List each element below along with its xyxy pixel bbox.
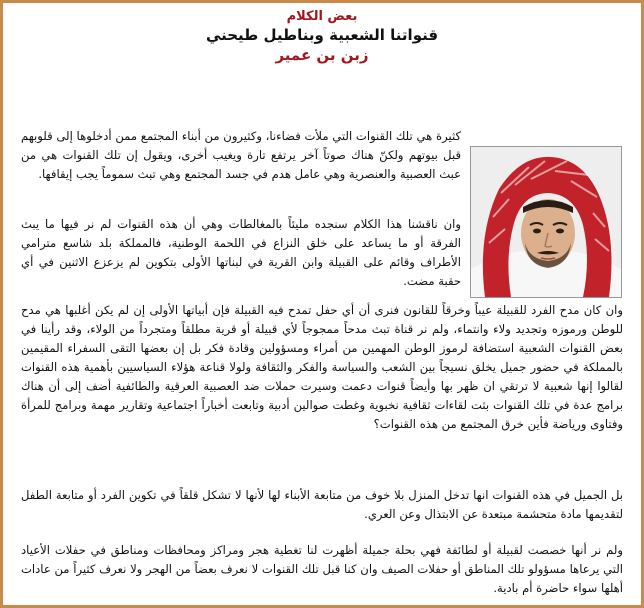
paragraph-1: كثيرة هي تلك القنوات التي ملأت فضاءنا، وكثيرون من أبناء المجتمع ممن أدخلوها إلى قلوبهم قبل بيوتهم ولكنّ هناك صوتاً آخر يرتفع تارة ويغيب أخرى، ويقول إن تلك القنوات هي من عبث العصبية والعنصرية وهي عامل هدم في جسد المجتمع وهي تبث سموماً يجب إيقافها. <box>21 129 461 181</box>
paragraph-3: وان كان مدح الفرد للقبيلة عيباً وخرقاً للقانون فنرى أن أي حفل تمدح فيه القبيلة فإن أبياتها الأولى إن لم يكن أغلبها هي مدح للوطن ورموزه وتجديد ولاء وانتماء، ولم نر قناة تبث مدحاً ممجوجاً لأي قبيلة أو قرية مطلقاً ومتجرداً من الولاء، وقد رأينا في بعض القنوات الشعبية استضافة لرموز الوطن المهمين من أمراء ومسؤولين وقادة فكر بل إن بعضها التقى السفراء المقيمين بالمملكة في حضور جميل يخلق نسيجاً بين الشعب والسياسة والفكر والثقافة ولولا قناعة هؤلاء السياسيين بأهمية هذه القنوات لقالوا إنها شعبية لا ترتقي ان ظهر بها وأيضاً قنوات دعمت وسيرت حملات ضد العصبية العرقية والطائفية أضف إلى أن هناك برامج عدة في تلك القنوات بثت لقاءات ثقافية نخبوية وغطت صوالين أدبية وتابعت أخباراً اجتماعية وتقارير مهمة وبرامج للمرأة وفتاوى ورياضة فأين خرق المجتمع من هذه القنوات؟ <box>21 303 623 431</box>
paragraph-5: ولم نر أنها خصصت لقبيلة أو لطائفة فهي بحلة جميلة أظهرت لنا تغطية هجر ومراكز ومحافظات ومناطق في حفلات الأعياد التي يرعاها مسؤولو تلك المناطق أو حفلات الصيف وان كنا قبل تلك القنوات لا نعرف بعضاً من الهجر ولا نعرف كثيراً من عادات أهلها سواء حاضرة أم بادية. <box>21 543 623 595</box>
article-title: قنواتنا الشعبية وبناطيل طيحني <box>205 26 439 44</box>
author-name: زبن بن عمير <box>275 46 369 64</box>
article-header <box>3 9 641 65</box>
column-kicker: بعض الكلام <box>286 9 358 24</box>
paragraph-2: وان ناقشنا هذا الكلام سنجده مليئاً بالمغالطات وهي أن هذه القنوات لم نر فيها ما يبث الفرقة أو ما يساعد على خلق النزاع في اللحمة الوطنية، فالمملكة بلد شاسع مترامي الأطراف وقائم على القبيلة وابن القرية في لبناتها الأولى بتكوين لم يزعزع الاثنين في أي حقبة مضت. <box>21 217 461 288</box>
author-photo-icon <box>471 147 621 297</box>
paragraph-4: بل الجميل في هذه القنوات انها تدخل المنزل بلا خوف من متابعة الأبناء لها لأنها لا تشكل قلقاً في تكوين الفرد أو متابعة الطفل لتقديمها مادة متحشمة مبتعدة عن الابتذال وعن العري. <box>21 488 623 521</box>
author-photo <box>470 146 622 298</box>
